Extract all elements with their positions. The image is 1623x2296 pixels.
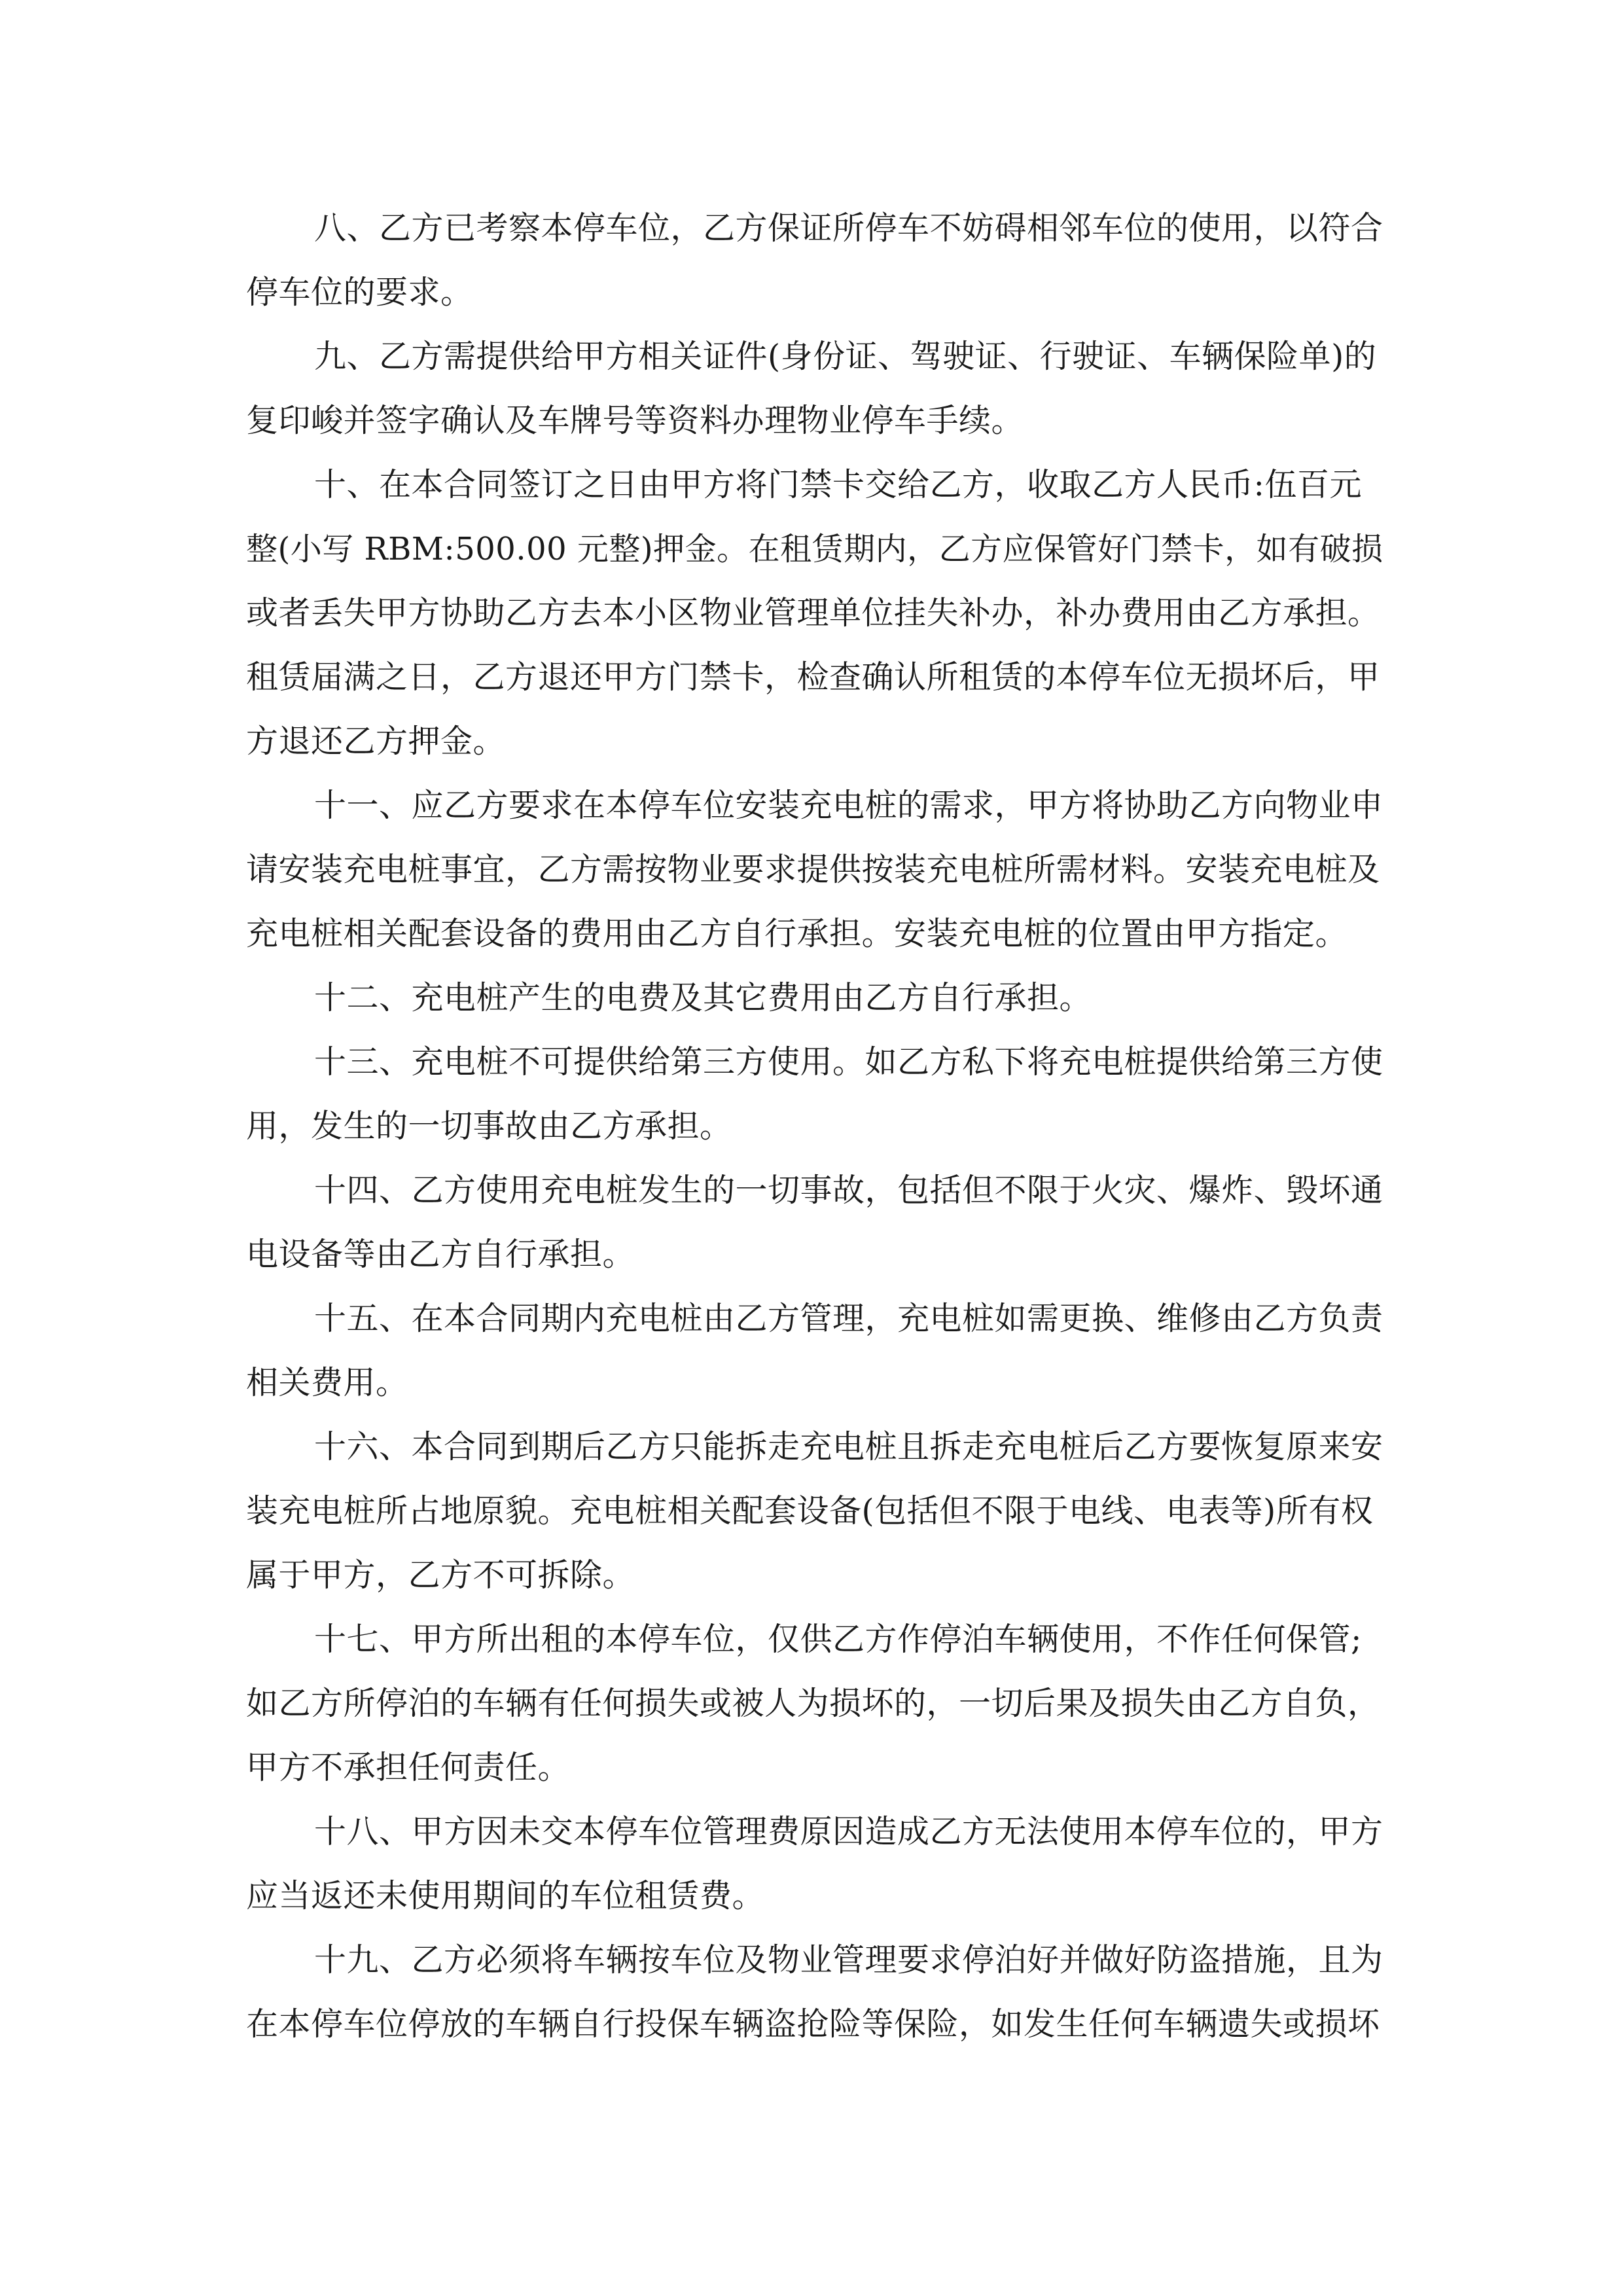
- clause-14: [246, 1158, 1398, 1287]
- clause-11: [246, 774, 1398, 966]
- clause-line: 用，发生的一切事故由乙方承担。: [246, 1107, 732, 1145]
- clause-line: 十七、甲方所出租的本停车位，仅供乙方作停泊车辆使用，不作任何保管;: [314, 1621, 1363, 1658]
- clause-line: 租赁届满之日，乙方退还甲方门禁卡，检查确认所租赁的本停车位无损坏后，甲: [246, 658, 1380, 696]
- clause-10: [246, 453, 1398, 774]
- clause-line: 十八、甲方因未交本停车位管理费原因造成乙方无法使用本停车位的，甲方: [314, 1813, 1383, 1850]
- clause-line: 整(小写 RBM:500.00 元整)押金。在租赁期内，乙方应保管好门禁卡，如有破损: [246, 531, 1383, 567]
- clause-13: [246, 1030, 1398, 1158]
- clause-line: 充电桩相关配套设备的费用由乙方自行承担。安装充电桩的位置由甲方指定。: [246, 915, 1348, 952]
- clause-line: 九、乙方需提供给甲方相关证件(身份证、驾驶证、行驶证、车辆保险单)的: [314, 338, 1377, 375]
- clause-12: [246, 966, 1398, 1030]
- clause-line: 十六、本合同到期后乙方只能拆走充电桩且拆走充电桩后乙方要恢复原来安: [314, 1428, 1383, 1465]
- clause-19: [246, 1928, 1398, 2056]
- clause-line: 属于甲方，乙方不可拆除。: [246, 1556, 635, 1594]
- clause-15: [246, 1287, 1398, 1415]
- clause-line: 请安装充电桩事宜，乙方需按物业要求提供按装充电桩所需材料。安装充电桩及: [246, 851, 1380, 888]
- clause-line: 八、乙方已考察本停车位，乙方保证所停车不妨碍相邻车位的使用，以符合: [314, 209, 1383, 247]
- clause-line: 十五、在本合同期内充电桩由乙方管理，充电桩如需更换、维修由乙方负责: [314, 1300, 1383, 1337]
- clause-line: 在本停车位停放的车辆自行投保车辆盗抢险等保险，如发生任何车辆遗失或损坏: [246, 2005, 1380, 2043]
- clause-line: 应当返还未使用期间的车位租赁费。: [246, 1877, 765, 1914]
- contract-body: [246, 196, 1398, 2056]
- clause-line: 如乙方所停泊的车辆有任何损失或被人为损坏的，一切后果及损失由乙方自负，: [246, 1685, 1380, 1722]
- clause-line: 十、在本合同签订之日由甲方将门禁卡交给乙方，收取乙方人民币:伍百元: [314, 466, 1363, 503]
- clause-line: 十九、乙方必须将车辆按车位及物业管理要求停泊好并做好防盗措施，且为: [314, 1941, 1383, 1979]
- clause-line: 十二、充电桩产生的电费及其它费用由乙方自行承担。: [314, 979, 1092, 1016]
- clause-line: 装充电桩所占地原貌。充电桩相关配套设备(包括但不限于电线、电表等)所有权: [246, 1492, 1374, 1530]
- clause-line: 相关费用。: [246, 1364, 408, 1401]
- clause-18: [246, 1800, 1398, 1928]
- clause-16: [246, 1415, 1398, 1607]
- clause-17: [246, 1607, 1398, 1800]
- clause-line: 十四、乙方使用充电桩发生的一切事故，包括但不限于火灾、爆炸、毁坏通: [314, 1172, 1383, 1209]
- clause-line: 十三、充电桩不可提供给第三方使用。如乙方私下将充电桩提供给第三方使: [314, 1043, 1383, 1081]
- clause-line: 或者丢失甲方协助乙方去本小区物业管理单位挂失补办，补办费用由乙方承担。: [246, 594, 1380, 632]
- clause-line: 电设备等由乙方自行承担。: [246, 1236, 635, 1273]
- clause-9: [246, 325, 1398, 453]
- clause-line: 复印峻并签字确认及车牌号等资料办理物业停车手续。: [246, 402, 1024, 439]
- clause-line: 十一、应乙方要求在本停车位安装充电桩的需求，甲方将协助乙方向物业申: [314, 787, 1383, 824]
- clause-8: [246, 196, 1398, 325]
- clause-line: 甲方不承担任何责任。: [246, 1749, 571, 1786]
- clause-line: 方退还乙方押金。: [246, 723, 506, 760]
- clause-line: 停车位的要求。: [246, 274, 473, 311]
